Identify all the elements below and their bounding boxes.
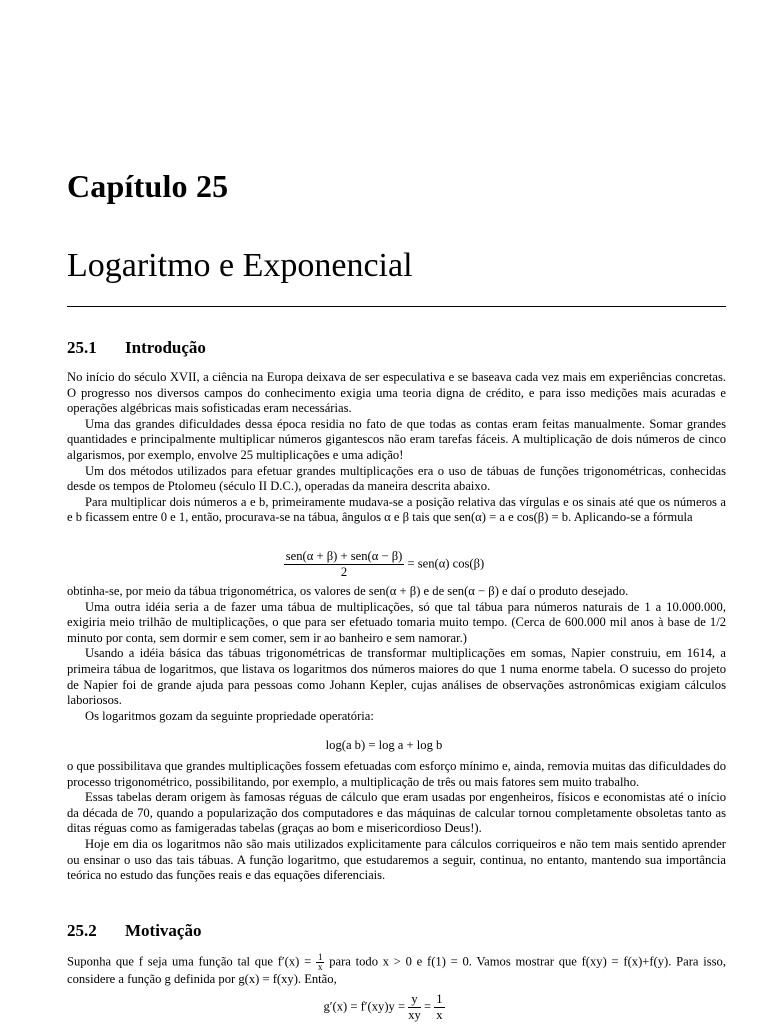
- paragraph: Uma das grandes dificuldades dessa época residia no fato de que todas as contas eram feitas manualmente. Somar grandes quantidades e principalmente multiplicar números gigantescos não eram tarefas fáceis. A multiplicação de dois números de cinco algarismos, por exemplo, envolve 25 multiplicações e uma adição!: [67, 416, 726, 462]
- paragraph: o que possibilitava que grandes multiplicações fossem efetuadas com esforço mínimo e, ainda, removia muitas das dificuldades do processo trigonométrico, possibilitando, por exemplo, a multiplicação de três ou mais fatores sem muito trabalho.: [67, 759, 726, 789]
- formula-equals: =: [423, 999, 432, 1014]
- fraction-numerator: sen(α + β) + sen(α − β): [285, 549, 403, 563]
- formula-trig-product: [0, 549, 768, 580]
- paragraph: Usando a idéia básica das tábuas trigonométricas de transformar multiplicações em somas, Napier construiu, em 1614, a primeira tábua de logaritmos, que listava os logaritmos dos números maiores do que 1 numa enorme tabela. O sucesso do projeto de Napier foi de grande ajuda para pessoas como Johann Kepler, cujas análises de observações astronômicas exigiam cálculos laboriosos.: [67, 646, 726, 708]
- paragraph: Hoje em dia os logaritmos não são mais utilizados explicitamente para cálculos corriqueiros e não tem mais sentido aprender ou ensinar o uso das tais tábuas. A função logaritmo, que estudaremos a seguir, continua, no entanto, mantendo sua importância teórica no estudo das funções reais e das equações diferenciais.: [67, 836, 726, 883]
- paragraph: No início do século XVII, a ciência na Europa deixava de ser especulativa e se baseava cada vez mais em experiências concretas. O progresso nos diversos campos do conhecimento exigia uma teoria digna de crédito, e para isso medições mais acuradas e operações algébricas mais sofisticadas eram necessárias.: [67, 370, 726, 416]
- fraction-denominator: x: [436, 1008, 443, 1022]
- chapter-label: Capítulo 25: [67, 168, 229, 204]
- fraction-denominator: x: [317, 962, 323, 972]
- paragraph: Um dos métodos utilizados para efetuar grandes multiplicações era o uso de tábuas de funções trigonométricas, conhecidas desde os tempos de Ptolomeu (século II D.C.), operadas da maneira descrita abaixo.: [67, 463, 726, 494]
- paragraph: obtinha-se, por meio da tábua trigonométrica, os valores de sen(α + β) e de sen(α − β) e daí o produto desejado.: [67, 584, 629, 598]
- section-title: Motivação: [125, 921, 202, 940]
- inline-fraction: [316, 953, 325, 972]
- paragraph: Essas tabelas deram origem às famosas réguas de cálculo que eram usadas por engenheiros, físicos e economistas até o início da década de 70, quando a popularização dos computadores e das máquinas de calcular tornou completamente obsoletas tanto as ditas réguas como as famigeradas tabelas (graças ao bom e misericordioso Deus!).: [67, 790, 726, 836]
- paragraph-text: para todo x > 0 e f(1) = 0. Vamos mostrar que f(xy) = f(x)+f(y). Para isso, considere a função g definida por g(x) = f(xy). Então,: [67, 954, 727, 986]
- fraction-numerator: 1: [436, 992, 443, 1006]
- formula-log-product: log(a b) = log a + log b: [325, 738, 443, 752]
- paragraph: Os logaritmos gozam da seguinte propriedade operatória:: [85, 708, 374, 723]
- section-number: 25.1: [67, 338, 97, 357]
- paragraph: Uma outra idéia seria a de fazer uma tábua de multiplicações, só que tal tábua para números naturais de 1 a 10.000.000, exigiria meio trilhão de multiplicações, o que para ser efetuado tomaria muito tempo. (Cerca de 600.000 mil anos à base de 1/2 minuto por conta, sem dormir e sem comer, sem ir ao banheiro e sem namorar.): [67, 599, 726, 645]
- section-heading-motivacao: [67, 921, 201, 941]
- formula-lhs: g′(x) = f′(xy)y =: [323, 999, 406, 1014]
- fraction: [408, 992, 421, 1023]
- formula-rhs: = sen(α) cos(β): [407, 556, 485, 571]
- section-heading-introducao: [67, 338, 206, 358]
- fraction-numerator: 1: [317, 952, 323, 962]
- fraction: [434, 992, 444, 1023]
- fraction-denominator: xy: [408, 1008, 421, 1022]
- closing-paragraphs: [67, 759, 726, 884]
- motivation-paragraph: [67, 953, 726, 988]
- section-number: 25.2: [67, 921, 97, 940]
- paragraph: [67, 953, 726, 988]
- fraction-denominator: 2: [340, 565, 348, 579]
- fraction: [284, 549, 405, 580]
- paragraph: Para multiplicar dois números a e b, primeiramente mudava-se a posição relativa das vírgulas e os sinais até que os números a e b ficassem entre 0 e 1, então, procurava-se na tábua, ângulos α e β tais que sen(α) = a e cos(β) = b. Aplicando-se a fórmula: [67, 494, 726, 525]
- intro-paragraphs: [67, 370, 726, 526]
- formula-derivative: [0, 992, 768, 1023]
- section-title: Introdução: [125, 338, 206, 357]
- fraction-numerator: y: [408, 992, 421, 1008]
- history-paragraphs: [67, 584, 726, 724]
- chapter-title: Logaritmo e Exponencial: [67, 247, 413, 284]
- title-divider: [67, 306, 726, 307]
- paragraph-text: Suponha que f seja uma função tal que f′(x) =: [67, 954, 312, 969]
